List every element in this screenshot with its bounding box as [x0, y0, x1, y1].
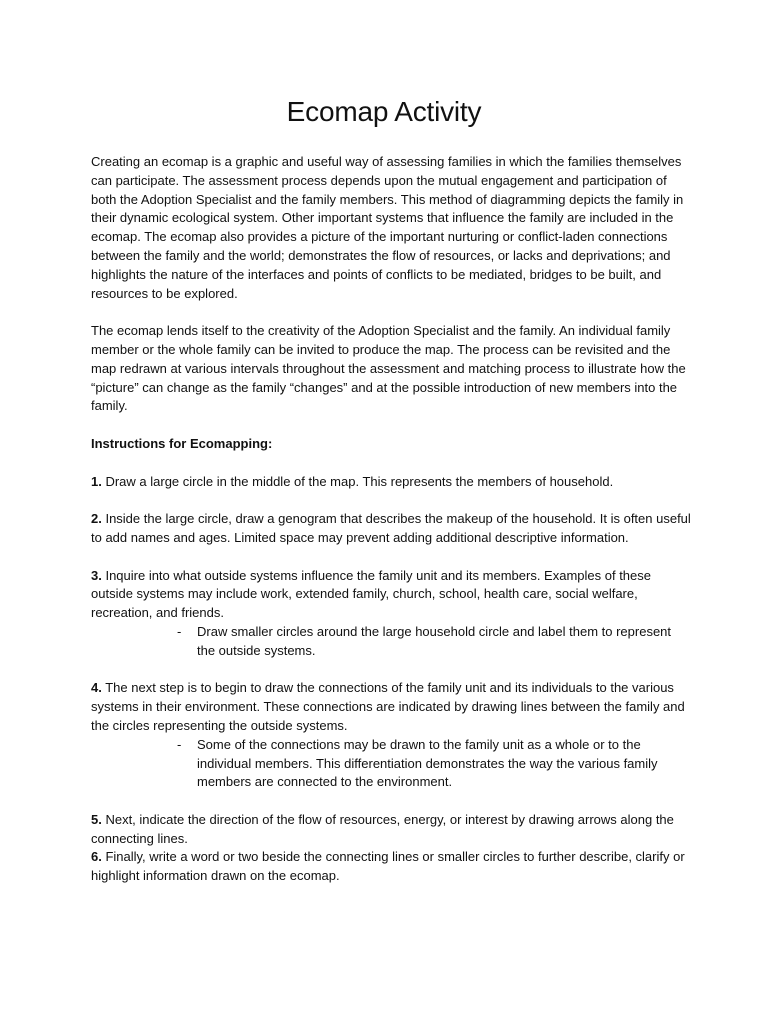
step-text: Draw a large circle in the middle of the map. This represents the members of household. — [101, 473, 614, 489]
step-text: The next step is to begin to draw the connections of the family unit and its individuals to the various systems in their environment. These connections are indicated by drawing lines between the family and the circles representing the outside systems. — [91, 680, 685, 733]
page-title: Ecomap Activity — [286, 96, 482, 127]
step-6 — [91, 848, 691, 886]
sub-bullet-dash: - — [177, 623, 182, 639]
step-main — [91, 679, 691, 735]
sub-bullet-dash: - — [177, 736, 182, 752]
step-number: 1. — [91, 473, 102, 489]
step-4 — [91, 679, 691, 792]
step-number: 4. — [91, 680, 102, 696]
step-text: Finally, write a word or two beside the connecting lines or smaller circles to further describe, clarify or highlight information drawn on the ecomap. — [91, 849, 685, 884]
step-number: 5. — [91, 811, 102, 827]
sub-item-text: Draw smaller circles around the large household circle and label them to represent the outside systems. — [197, 623, 672, 658]
intro-paragraph-2: The ecomap lends itself to the creativity of the Adoption Specialist and the family. An individual family member or the whole family can be invited to produce the map. The process can be revisited and the map redrawn at various intervals throughout the assessment and matching process to illustrate how the “picture” can change as the family “changes” and at the possible introduction of new members into the family. — [91, 323, 686, 414]
step-sub-item — [91, 736, 691, 792]
intro-paragraph-1: Creating an ecomap is a graphic and useful way of assessing families in which the families themselves can participate. The assessment process depends upon the mutual engagement and participation of both the Adoption Specialist and the family members. This method of diagramming depicts the family in their dynamic ecological system. Other important systems that influence the family are included in the ecomap. The ecomap also provides a picture of the important nurturing or conflict-laden connections between the family and the world; demonstrates the flow of resources, or lacks and deprivations; and highlights the nature of the interfaces and points of conflicts to be mediated, bridges to be built, and resources to be explored. — [91, 154, 684, 301]
sub-item-text: Some of the connections may be drawn to the family unit as a whole or to the individual members. This differentiation demonstrates the way the various family members are connected to the environment. — [197, 736, 658, 790]
step-1 — [91, 473, 691, 492]
step-number: 6. — [91, 849, 102, 865]
step-text: Inside the large circle, draw a genogram that describes the makeup of the household. It is often useful to add names and ages. Limited space may prevent adding additional descriptive information. — [91, 511, 691, 545]
step-main — [91, 567, 691, 623]
step-text: Next, indicate the direction of the flow of resources, energy, or interest by drawing arrows along the connecting lines. — [91, 811, 674, 846]
document-body — [91, 153, 691, 905]
step-5 — [91, 811, 691, 849]
instructions-heading: Instructions for Ecomapping: — [91, 435, 273, 451]
step-number: 3. — [91, 567, 102, 583]
step-text: Inquire into what outside systems influence the family unit and its members. Examples of these outside systems may include work, extended family, church, school, health care, social welfare, recreation, and friends. — [91, 567, 651, 621]
step-3 — [91, 567, 691, 661]
step-sub-item — [91, 623, 691, 661]
step-number: 2. — [91, 511, 102, 527]
step-2 — [91, 510, 691, 548]
